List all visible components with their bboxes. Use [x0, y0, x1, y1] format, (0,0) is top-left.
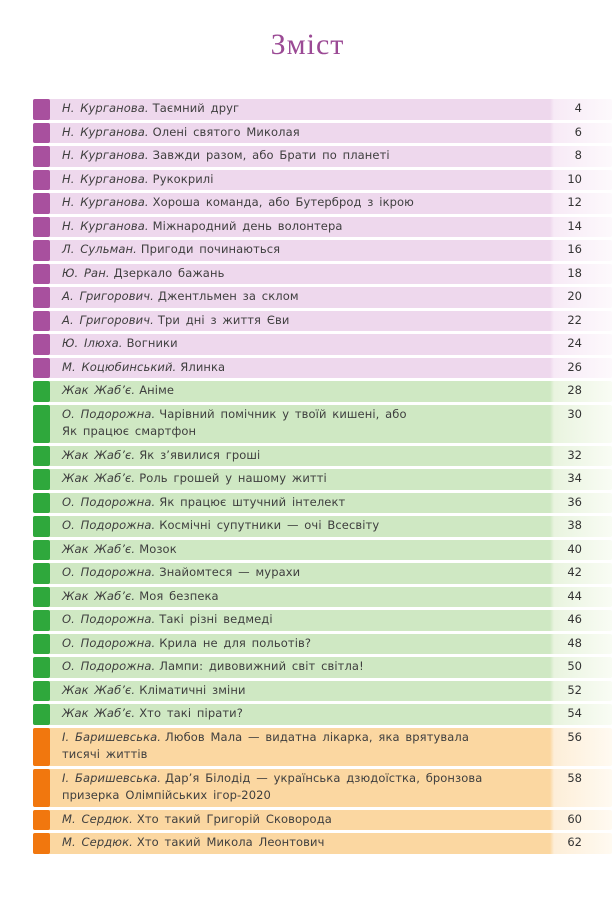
entry-title: Хороша команда, або Бутерброд з ікрою — [152, 195, 414, 209]
entry-title: Моя безпека — [139, 588, 219, 603]
section-color-marker — [33, 493, 50, 514]
entry-text — [50, 516, 612, 537]
section-color-marker — [33, 728, 50, 766]
toc-entry-4[interactable] — [33, 170, 612, 191]
section-color-marker — [33, 193, 50, 214]
entry-page-number: 42 — [567, 565, 582, 579]
toc-entry-26[interactable] — [33, 704, 612, 725]
entry-author: Ю. Ран. — [62, 265, 110, 280]
section-color-marker — [33, 123, 50, 144]
entry-page-number: 22 — [567, 312, 582, 327]
entry-author: Жак Жаб’є. — [62, 588, 136, 603]
entry-title: Хто такі пірати? — [139, 706, 243, 720]
section-color-marker — [33, 769, 50, 807]
section-color-marker — [33, 311, 50, 332]
entry-title: Хто такий Григорій Сковорода — [136, 811, 332, 826]
entry-text — [50, 193, 612, 214]
section-color-marker — [33, 540, 50, 561]
entry-title: Як працює штучний інтелект — [159, 494, 346, 509]
toc-entry-27[interactable] — [33, 728, 612, 766]
entry-page-number: 52 — [567, 682, 582, 697]
toc-entry-12[interactable] — [33, 358, 612, 379]
entry-author: Жак Жаб’є. — [62, 706, 136, 720]
entry-title: Кліматичні зміни — [139, 682, 246, 697]
toc-entry-10[interactable] — [33, 311, 612, 332]
entry-title: Рукокрилі — [152, 171, 214, 186]
toc-entry-17[interactable] — [33, 493, 612, 514]
section-color-marker — [33, 287, 50, 308]
section-color-marker — [33, 469, 50, 490]
section-color-marker — [33, 704, 50, 725]
entry-title: Лампи: дивовижний світ світла! — [159, 659, 364, 673]
entry-title: Хто такий Микола Леонтович — [136, 835, 325, 849]
entry-page-number: 30 — [567, 406, 582, 421]
toc-entry-7[interactable] — [33, 240, 612, 261]
entry-author: О. Подорожна. — [62, 518, 156, 532]
entry-text — [50, 123, 612, 144]
entry-title: Пригоди починаються — [140, 242, 281, 256]
entry-page-number: 18 — [567, 265, 582, 280]
section-color-marker — [33, 381, 50, 402]
section-color-marker — [33, 446, 50, 467]
section-color-marker — [33, 610, 50, 631]
entry-title: Джентльмен за склом — [157, 289, 299, 303]
entry-author: І. Баришевська. — [62, 770, 162, 785]
entry-title: Дзеркало бажань — [113, 265, 225, 280]
section-color-marker — [33, 405, 50, 443]
toc-entry-6[interactable] — [33, 217, 612, 238]
entry-page-number: 46 — [567, 612, 582, 626]
entry-title: Такі різні ведмеді — [159, 612, 273, 626]
entry-title: Ялинка — [180, 359, 226, 374]
entry-page-number: 16 — [567, 242, 582, 256]
toc-entry-2[interactable] — [33, 123, 612, 144]
toc-entry-1[interactable] — [33, 99, 612, 120]
entry-author: Жак Жаб’є. — [62, 447, 136, 462]
section-color-marker — [33, 587, 50, 608]
toc-entry-28[interactable] — [33, 769, 612, 807]
entry-text — [50, 287, 612, 308]
toc-entry-16[interactable] — [33, 469, 612, 490]
entry-title: Олені святого Миколая — [152, 124, 300, 139]
entry-author: Н. Курганова. — [62, 195, 149, 209]
section-color-marker — [33, 563, 50, 584]
toc-entry-19[interactable] — [33, 540, 612, 561]
toc-entry-11[interactable] — [33, 334, 612, 355]
entry-page-number: 26 — [567, 359, 582, 374]
entry-text — [50, 264, 612, 285]
entry-author: О. Подорожна. — [62, 494, 156, 509]
entry-text — [50, 610, 612, 631]
entry-title: Чарівний помічник у твоїй кишені, або Як працює смартфон — [62, 406, 407, 438]
entry-text — [50, 334, 612, 355]
entry-author: О. Подорожна. — [62, 565, 156, 579]
section-color-marker — [33, 657, 50, 678]
entry-page-number: 62 — [567, 835, 582, 849]
entry-text — [50, 311, 612, 332]
entry-author: А. Григорович. — [62, 289, 154, 303]
entry-page-number: 54 — [567, 706, 582, 720]
section-color-marker — [33, 99, 50, 120]
toc-list — [33, 99, 612, 854]
entry-author: Жак Жаб’є. — [62, 471, 136, 485]
entry-page-number: 6 — [574, 124, 582, 139]
entry-author: О. Подорожна. — [62, 406, 156, 421]
entry-page-number: 36 — [567, 494, 582, 509]
entry-page-number: 60 — [567, 811, 582, 826]
toc-entry-8[interactable] — [33, 264, 612, 285]
toc-entry-30[interactable] — [33, 833, 612, 854]
page-title: Зміст — [270, 28, 345, 61]
entry-author: Жак Жаб’є. — [62, 682, 136, 697]
entry-text — [50, 381, 612, 402]
entry-author: М. Сердюк. — [62, 811, 133, 826]
entry-page-number: 4 — [574, 101, 582, 115]
toc-entry-23[interactable] — [33, 634, 612, 655]
toc-entry-9[interactable] — [33, 287, 612, 308]
toc-entry-18[interactable] — [33, 516, 612, 537]
entry-page-number: 38 — [567, 518, 582, 532]
entry-page-number: 8 — [574, 148, 582, 162]
entry-page-number: 24 — [567, 336, 582, 350]
toc-page — [0, 28, 615, 898]
entry-title: Три дні з життя Єви — [157, 312, 290, 327]
entry-title: Космічні супутники — очі Всесвіту — [159, 518, 380, 532]
entry-author: Н. Курганова. — [62, 171, 149, 186]
section-color-marker — [33, 146, 50, 167]
entry-page-number: 40 — [567, 541, 582, 556]
entry-title: Вогники — [126, 336, 178, 350]
toc-entry-3[interactable] — [33, 146, 612, 167]
entry-author: І. Баришевська. — [62, 729, 162, 744]
section-color-marker — [33, 264, 50, 285]
section-color-marker — [33, 681, 50, 702]
entry-text — [50, 587, 612, 608]
toc-entry-5[interactable] — [33, 193, 612, 214]
entry-author: Жак Жаб’є. — [62, 541, 136, 556]
section-color-marker — [33, 358, 50, 379]
entry-page-number: 14 — [567, 218, 582, 233]
entry-author: А. Григорович. — [62, 312, 154, 327]
entry-text — [50, 634, 612, 655]
toc-entry-13[interactable] — [33, 381, 612, 402]
entry-text — [50, 99, 612, 120]
entry-page-number: 32 — [567, 447, 582, 462]
entry-author: О. Подорожна. — [62, 635, 156, 650]
entry-page-number: 12 — [567, 195, 582, 209]
entry-title: Міжнародний день волонтера — [152, 218, 343, 233]
entry-text — [50, 728, 612, 766]
entry-text — [50, 657, 612, 678]
section-color-marker — [33, 634, 50, 655]
toc-entry-15[interactable] — [33, 446, 612, 467]
entry-author: Н. Курганова. — [62, 101, 149, 115]
entry-text — [50, 810, 612, 831]
section-color-marker — [33, 833, 50, 854]
entry-title: Таємний друг — [152, 101, 240, 115]
entry-author: Н. Курганова. — [62, 218, 149, 233]
section-color-marker — [33, 240, 50, 261]
entry-title: Роль грошей у нашому житті — [139, 471, 327, 485]
section-color-marker — [33, 170, 50, 191]
entry-page-number: 50 — [567, 659, 582, 673]
entry-page-number: 58 — [567, 770, 582, 785]
toc-entry-29[interactable] — [33, 810, 612, 831]
entry-text — [50, 146, 612, 167]
entry-title: Крила не для польотів? — [159, 635, 312, 650]
entry-text — [50, 833, 612, 854]
entry-title: Любов Мала — видатна лікарка, яка врятувала тисячі життів — [62, 729, 470, 761]
entry-author: Л. Сульман. — [62, 242, 137, 256]
entry-author: Н. Курганова. — [62, 124, 149, 139]
entry-author: М. Сердюк. — [62, 835, 133, 849]
entry-title: Знайомтеся — мурахи — [159, 565, 301, 579]
entry-page-number: 34 — [567, 471, 582, 485]
entry-author: Н. Курганова. — [62, 148, 149, 162]
entry-page-number: 56 — [567, 729, 582, 744]
entry-author: Ю. Ілюха. — [62, 336, 123, 350]
entry-author: М. Коцюбинський. — [62, 359, 177, 374]
entry-text — [50, 540, 612, 561]
entry-text — [50, 358, 612, 379]
entry-text — [50, 446, 612, 467]
entry-page-number: 44 — [567, 588, 582, 603]
entry-author: О. Подорожна. — [62, 612, 156, 626]
section-color-marker — [33, 516, 50, 537]
entry-text — [50, 170, 612, 191]
entry-title: Як з’явилися гроші — [139, 447, 261, 462]
entry-page-number: 10 — [567, 171, 582, 186]
entry-text — [50, 469, 612, 490]
section-color-marker — [33, 810, 50, 831]
entry-text — [50, 563, 612, 584]
toc-entry-22[interactable] — [33, 610, 612, 631]
entry-text — [50, 405, 612, 443]
toc-entry-20[interactable] — [33, 563, 612, 584]
entry-text — [50, 493, 612, 514]
entry-page-number: 28 — [567, 383, 582, 397]
entry-title: Дар’я Білодід — українська дзюдоїстка, бронзова призерка Олімпійських ігор-2020 — [62, 770, 483, 802]
toc-entry-25[interactable] — [33, 681, 612, 702]
toc-entry-24[interactable] — [33, 657, 612, 678]
section-color-marker — [33, 217, 50, 238]
entry-text — [50, 240, 612, 261]
toc-entry-14[interactable] — [33, 405, 612, 443]
entry-author: О. Подорожна. — [62, 659, 156, 673]
section-color-marker — [33, 334, 50, 355]
entry-title: Мозок — [139, 541, 177, 556]
entry-author: Жак Жаб’є. — [62, 383, 136, 397]
toc-entry-21[interactable] — [33, 587, 612, 608]
entry-text — [50, 217, 612, 238]
entry-title: Аніме — [139, 383, 175, 397]
entry-page-number: 48 — [567, 635, 582, 650]
entry-page-number: 20 — [567, 289, 582, 303]
entry-title: Завжди разом, або Брати по планеті — [152, 148, 390, 162]
entry-text — [50, 704, 612, 725]
entry-text — [50, 769, 612, 807]
entry-text — [50, 681, 612, 702]
